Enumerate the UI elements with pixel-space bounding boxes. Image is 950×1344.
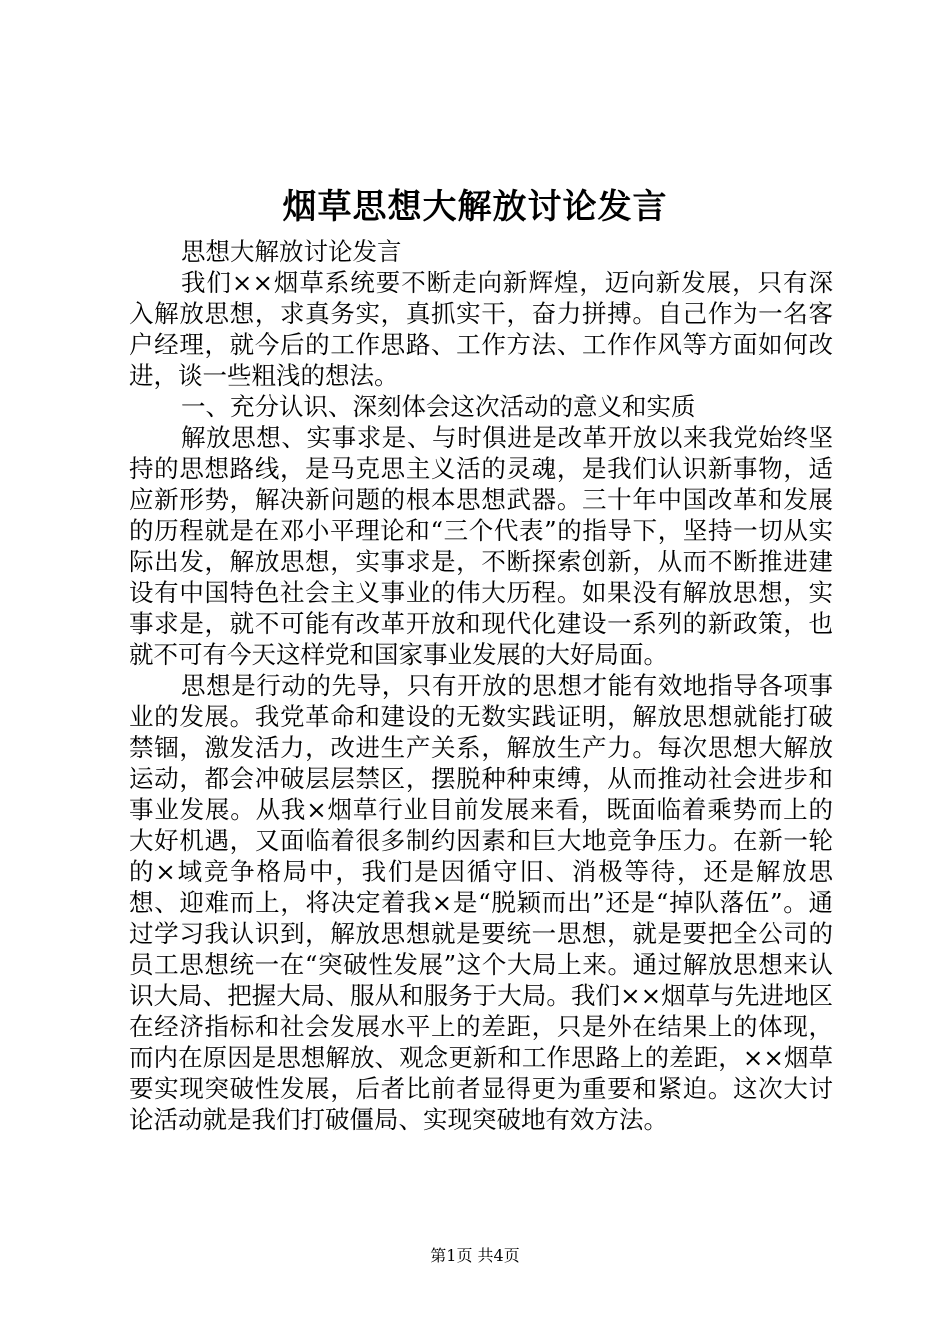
subtitle-paragraph: 思想大解放讨论发言 [181,237,402,266]
document-title: 烟草思想大解放讨论发言 [282,187,668,227]
intro-paragraph: 我们××烟草系统要不断走向新辉煌，迈向新发展，只有深入解放思想，求真务实，真抓实干，奋力拼搏。自己作为一名客户经理，就今后的工作思路、工作方法、工作作风等方面如何改进，谈一些粗浅的想法。 [129,268,833,390]
section-heading: 一、充分认识、深刻体会这次活动的意义和实质 [181,392,696,421]
body-paragraph: 解放思想、实事求是、与时俱进是改革开放以来我党始终坚持的思想路线，是马克思主义活的灵魂，是我们认识新事物，适应新形势，解决新问题的根本思想武器。三十年中国改革和发展的历程就是在邓小平理论和“三个代表”的指导下，坚持一切从实际出发，解放思想，实事求是，不断探索创新，从而不断推进建设有中国特色社会主义事业的伟大历程。如果没有解放思想，实事求是，就不可能有改革开放和现代化建设一系列的新政策，也就不可有今天这样党和国家事业发展的大好局面。 [129,423,833,669]
document-body [129,236,833,1135]
page-footer: 第1页 共4页 [430,1246,520,1265]
body-paragraph: 思想是行动的先导，只有开放的思想才能有效地指导各项事业的发展。我党革命和建设的无数实践证明，解放思想就能打破禁锢，激发活力，改进生产关系，解放生产力。每次思想大解放运动，都会冲破层层禁区，摆脱种种束缚，从而推动社会进步和事业发展。从我×烟草行业目前发展来看，既面临着乘势而上的大好机遇，又面临着很多制约因素和巨大地竞争压力。在新一轮的×域竞争格局中，我们是因循守旧、消极等待，还是解放思想、迎难而上，将决定着我×是“脱颖而出”还是“掉队落伍”。通过学习我认识到，解放思想就是要统一思想，就是要把全公司的员工思想统一在“突破性发展”这个大局上来。通过解放思想来认识大局、把握大局、服从和服务于大局。我们××烟草与先进地区在经济指标和社会发展水平上的差距，只是外在结果上的体现，而内在原因是思想解放、观念更新和工作思路上的差距，××烟草要实现突破性发展，后者比前者显得更为重要和紧迫。这次大讨论活动就是我们打破僵局、实现突破地有效方法。 [129,671,833,1134]
